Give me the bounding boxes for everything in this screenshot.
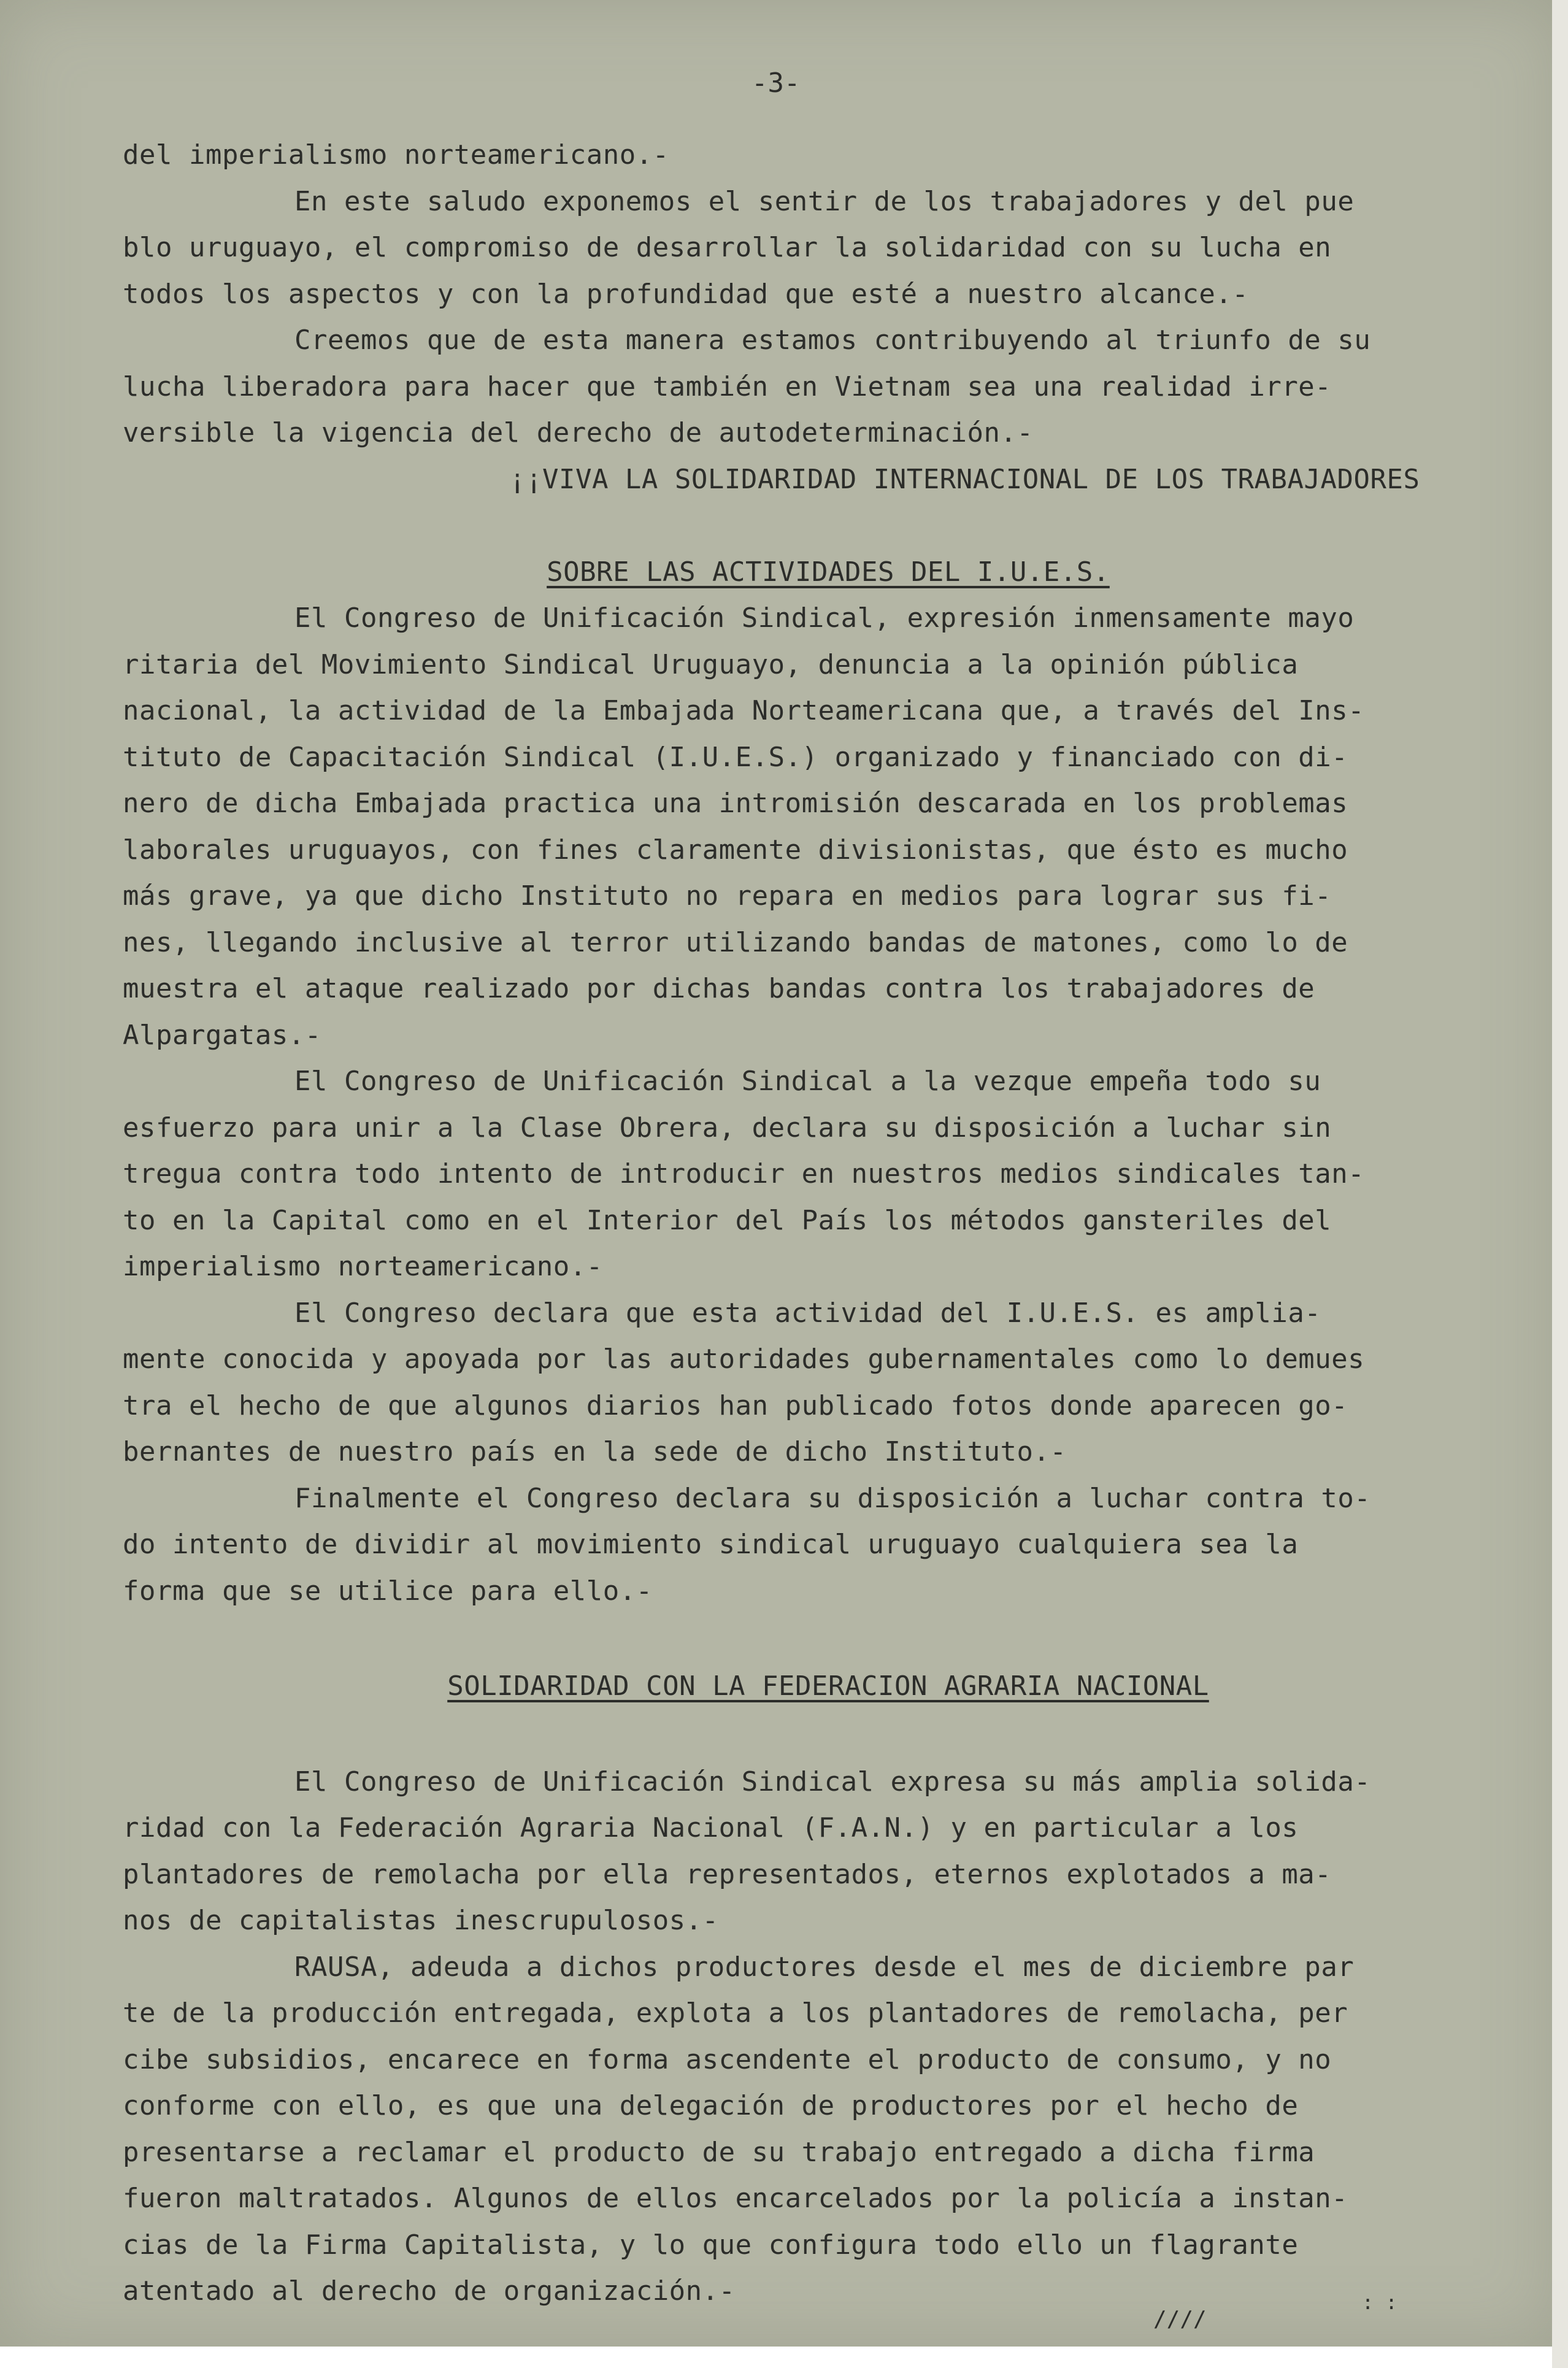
body-line: lucha liberadora para hacer que también en Vietnam sea una realidad irre- <box>123 371 1332 402</box>
body-line: El Congreso de Unificación Sindical expresa su más amplia solida- <box>294 1766 1371 1797</box>
body-line: imperialismo norteamericano.- <box>123 1251 603 1282</box>
body-line: plantadores de remolacha por ella representados, eternos explotados a ma- <box>123 1858 1332 1890</box>
body-line: presentarse a reclamar el producto de su trabajo entregado a dicha firma <box>123 2136 1315 2168</box>
body-line: El Congreso de Unificación Sindical, expresión inmensamente mayo <box>294 602 1355 634</box>
body-line: todos los aspectos y con la profundidad que esté a nuestro alcance.- <box>123 278 1249 310</box>
body-line: forma que se utilice para ello.- <box>123 1575 653 1607</box>
document-body <box>123 132 1509 2315</box>
body-line: atentado al derecho de organización.- <box>123 2275 736 2307</box>
body-line: Finalmente el Congreso declara su disposición a luchar contra to- <box>294 1482 1371 1514</box>
body-line: cibe subsidios, encarece en forma ascendente el producto de consumo, y no <box>123 2043 1332 2075</box>
body-line: RAUSA, adeuda a dichos productores desde el mes de diciembre par <box>294 1951 1355 1983</box>
body-line: versible la vigencia del derecho de autodeterminación.- <box>123 417 1034 448</box>
body-line: blo uruguayo, el compromiso de desarrollar la solidaridad con su lucha en <box>123 232 1332 263</box>
body-line: El Congreso de Unificación Sindical a la vezque empeña todo su <box>294 1066 1321 1097</box>
body-line: bernantes de nuestro país en la sede de dicho Instituto.- <box>123 1436 1067 1467</box>
footer-mark: : : <box>1362 2291 1397 2314</box>
page-edge <box>1552 0 1568 2368</box>
body-line: nos de capitalistas inescrupulosos.- <box>123 1905 719 1936</box>
body-line: nero de dicha Embajada practica una intromisión descarada en los problemas <box>123 788 1348 819</box>
body-line: Alpargatas.- <box>123 1019 321 1051</box>
body-line: conforme con ello, es que una delegación de productores por el hecho de <box>123 2090 1299 2121</box>
body-line: ritaria del Movimiento Sindical Uruguayo, denuncia a la opinión pública <box>123 648 1299 680</box>
body-line: te de la producción entregada, explota a los plantadores de remolacha, per <box>123 1997 1348 2029</box>
spacer <box>123 502 1509 549</box>
body-line: del imperialismo norteamericano.- <box>123 139 669 171</box>
body-line: tituto de Capacitación Sindical (I.U.E.S.) organizado y financiado con di- <box>123 741 1348 773</box>
closing-slogan: ¡¡VIVA LA SOLIDARIDAD INTERNACIONAL DE LOS TRABAJADORES <box>509 463 1420 495</box>
body-line: mente conocida y apoyada por las autoridades gubernamentales como lo demues <box>123 1344 1365 1375</box>
spacer <box>123 1710 1509 1759</box>
section-heading-fan: SOLIDARIDAD CON LA FEDERACION AGRARIA NACIONAL <box>447 1670 1209 1702</box>
body-line: nacional, la actividad de la Embajada Norteamericana que, a través del Ins- <box>123 695 1365 726</box>
body-line: to en la Capital como en el Interior del País los métodos gansteriles del <box>123 1204 1332 1236</box>
section-heading-iues: SOBRE LAS ACTIVIDADES DEL I.U.E.S. <box>547 556 1110 588</box>
body-line: ridad con la Federación Agraria Nacional (F.A.N.) y en particular a los <box>123 1812 1299 1843</box>
page-number: -3- <box>751 67 801 99</box>
body-line: más grave, ya que dicho Instituto no repara en medios para lograr sus fi- <box>123 880 1332 912</box>
body-line: do intento de dividir al movimiento sindical uruguayo cualquiera sea la <box>123 1529 1299 1560</box>
spacer <box>123 1614 1509 1663</box>
body-line: En este saludo exponemos el sentir de los trabajadores y del pue <box>294 185 1355 217</box>
body-line: esfuerzo para unir a la Clase Obrera, declara su disposición a luchar sin <box>123 1112 1332 1144</box>
body-line: nes, llegando inclusive al terror utilizando bandas de matones, como lo de <box>123 926 1348 958</box>
body-line: Creemos que de esta manera estamos contribuyendo al triunfo de su <box>294 325 1371 356</box>
body-line: fueron maltratados. Algunos de ellos encarcelados por la policía a instan- <box>123 2183 1348 2214</box>
body-line: tregua contra todo intento de introducir en nuestros medios sindicales tan- <box>123 1158 1365 1190</box>
body-line: cias de la Firma Capitalista, y lo que configura todo ello un flagrante <box>123 2229 1299 2261</box>
continuation-mark: //// <box>1153 2307 1207 2332</box>
body-line: El Congreso declara que esta actividad del I.U.E.S. es amplia- <box>294 1297 1321 1329</box>
body-line: laborales uruguayos, con fines claramente divisionistas, que ésto es mucho <box>123 834 1348 866</box>
body-line: tra el hecho de que algunos diarios han publicado fotos donde aparecen go- <box>123 1390 1348 1421</box>
body-line: muestra el ataque realizado por dichas bandas contra los trabajadores de <box>123 973 1315 1004</box>
